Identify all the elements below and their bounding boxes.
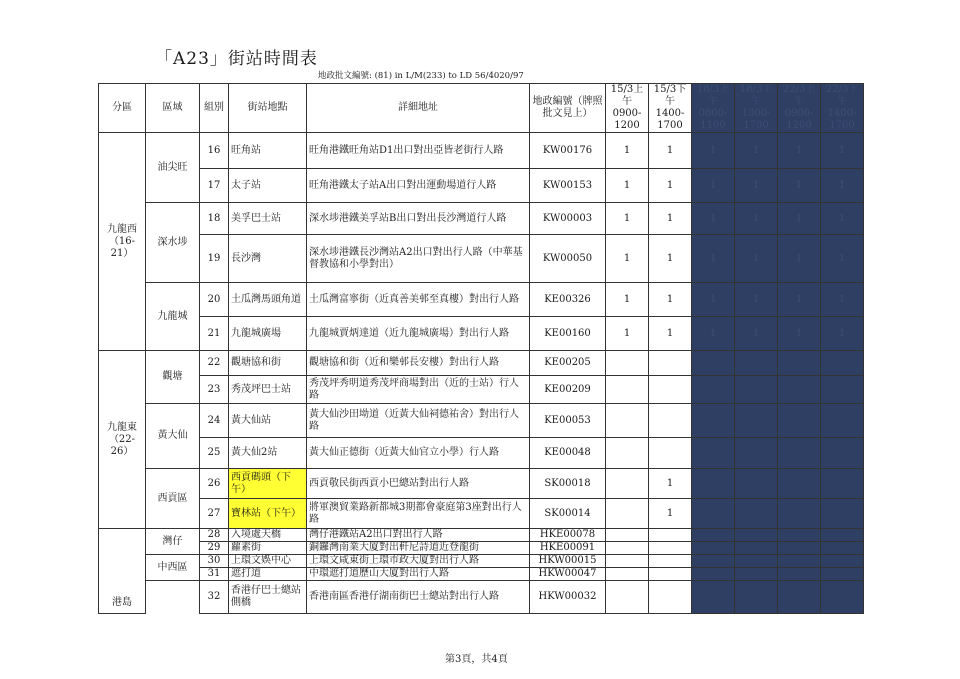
slot-count [606,376,649,404]
slot-count: 1 [692,203,735,235]
slot-count: 1 [649,499,692,529]
slot-count: 1 [778,203,821,235]
slot-count: 1 [778,235,821,283]
area-cell: 中西區 [146,555,200,581]
slot-count [778,404,821,438]
slot-count [649,568,692,581]
slot-count: 1 [606,169,649,203]
group-no: 29 [200,542,229,555]
slot-count [821,542,864,555]
slot-count [821,438,864,469]
slot-count: 1 [649,169,692,203]
slot-count [778,529,821,542]
slot-count: 1 [778,317,821,351]
slot-count [692,469,735,499]
slot-count: 1 [821,133,864,169]
slot-count [735,351,778,376]
station-address: 深水埗港鐵美孚站B出口對出長沙灣道行人路 [307,203,530,235]
area-cell: 深水埗 [146,203,200,283]
slot-count: 1 [649,469,692,499]
slot-count [821,529,864,542]
station-address: 九龍城賈炳達道（近九龍城廣場）對出行人路 [307,317,530,351]
slot-count: 1 [649,317,692,351]
station-address: 旺角港鐵旺角站D1出口對出亞皆老街行人路 [307,133,530,169]
land-code: HKW00015 [530,555,606,568]
header-slot-6: 22/3下午1400-1700 [821,84,864,133]
slot-count [692,568,735,581]
header-address: 詳細地址 [307,84,530,133]
slot-count: 1 [692,317,735,351]
slot-count [692,438,735,469]
slot-count: 1 [692,133,735,169]
station-location: 上環文娛中心 [229,555,307,568]
slot-count [735,581,778,614]
slot-count [692,581,735,614]
slot-count [735,404,778,438]
group-no: 21 [200,317,229,351]
slot-count: 1 [606,203,649,235]
slot-count: 1 [649,283,692,317]
slot-count [606,469,649,499]
header-land-code: 地政編號（牌照批文見上） [530,84,606,133]
area-cell: 油尖旺 [146,133,200,203]
slot-count [778,469,821,499]
header-location: 街站地點 [229,84,307,133]
slot-count: 1 [821,283,864,317]
slot-count [692,376,735,404]
slot-count [606,438,649,469]
slot-count [735,568,778,581]
table-header-row [99,84,864,133]
slot-count [692,499,735,529]
slot-count [735,542,778,555]
slot-count [821,376,864,404]
header-slot-1: 15/3上午0900-1200 [606,84,649,133]
slot-count [778,555,821,568]
slot-count [606,351,649,376]
land-code: KE00205 [530,351,606,376]
slot-count [735,499,778,529]
slot-count [821,581,864,614]
slot-count: 1 [821,203,864,235]
area-cell: 黃大仙 [146,404,200,469]
group-no: 23 [200,376,229,404]
land-code: KE00209 [530,376,606,404]
area-cell-empty [146,581,200,614]
slot-count [735,555,778,568]
group-no: 30 [200,555,229,568]
slot-count [649,581,692,614]
slot-count: 1 [735,203,778,235]
table-row [99,542,864,555]
group-no: 17 [200,169,229,203]
page-number: 第3頁，共4頁 [445,654,508,665]
station-address: 上環文咸東街上環市政大廈對出行人路 [307,555,530,568]
slot-count [821,469,864,499]
header-area: 區域 [146,84,200,133]
land-code: HKE00091 [530,542,606,555]
group-no: 18 [200,203,229,235]
header-slot-3: 18/3上午0800-1100 [692,84,735,133]
slot-count: 1 [649,133,692,169]
table-row [99,235,864,283]
group-no: 25 [200,438,229,469]
slot-count: 1 [735,169,778,203]
land-code: KW00003 [530,203,606,235]
table-row [99,568,864,581]
slot-count [778,581,821,614]
page-title: 「A23」街站時間表 [155,49,318,69]
table-row [99,529,864,542]
land-code: KE00160 [530,317,606,351]
land-code: KW00050 [530,235,606,283]
slot-count [649,542,692,555]
slot-count [649,555,692,568]
group-no: 24 [200,404,229,438]
table-row [99,203,864,235]
group-no: 31 [200,568,229,581]
slot-count [606,555,649,568]
land-code: KE00053 [530,404,606,438]
station-address: 土瓜灣富寧街（近真善美邨至真樓）對出行人路 [307,283,530,317]
station-address: 將軍澳貿業路新都城3期都會豪庭第3座對出行人路 [307,499,530,529]
table-row [99,169,864,203]
slot-count [649,438,692,469]
land-code: HKE00078 [530,529,606,542]
slot-count [821,351,864,376]
table-row [99,555,864,568]
slot-count [606,581,649,614]
land-code: KW00176 [530,133,606,169]
station-location: 秀茂坪巴士站 [229,376,307,404]
station-location: 黃大仙2站 [229,438,307,469]
slot-count [735,438,778,469]
slot-count [778,499,821,529]
table-row [99,283,864,317]
station-address: 黃大仙沙田坳道（近黃大仙祠德祐舍）對出行人路 [307,404,530,438]
slot-count: 1 [649,203,692,235]
slot-count [606,568,649,581]
table-row [99,351,864,376]
group-no: 16 [200,133,229,169]
slot-count: 1 [821,317,864,351]
slot-count [735,469,778,499]
slot-count [692,555,735,568]
group-no: 19 [200,235,229,283]
station-location: 長沙灣 [229,235,307,283]
slot-count: 1 [606,317,649,351]
header-slot-2: 15/3下午1400-1700 [649,84,692,133]
land-code: KE00326 [530,283,606,317]
station-location: 土瓜灣馬頭角道 [229,283,307,317]
district-cell: 港島 [99,529,146,614]
table-row [99,438,864,469]
station-address: 深水埗港鐵長沙灣站A2出口對出行人路（中華基督教協和小學對出） [307,235,530,283]
area-cell: 灣仔 [146,529,200,555]
slot-count: 1 [778,133,821,169]
area-cell: 觀塘 [146,351,200,404]
slot-count: 1 [821,235,864,283]
slot-count [735,529,778,542]
station-address: 觀塘協和街（近和樂邨長安樓）對出行人路 [307,351,530,376]
street-station-schedule-table [98,83,864,614]
land-code: HKW00032 [530,581,606,614]
slot-count [649,351,692,376]
station-location: 香港仔巴士總站側橋 [229,581,307,614]
slot-count: 1 [735,133,778,169]
group-no: 22 [200,351,229,376]
slot-count: 1 [606,133,649,169]
slot-count: 1 [735,235,778,283]
table-row [99,317,864,351]
slot-count: 1 [735,317,778,351]
station-address: 香港南區香港仔湖南街巴士總站對出行人路 [307,581,530,614]
group-no: 32 [200,581,229,614]
group-no: 20 [200,283,229,317]
slot-count [606,529,649,542]
table-row [99,499,864,529]
slot-count [692,404,735,438]
table-row [99,376,864,404]
slot-count [649,376,692,404]
slot-count [778,376,821,404]
slot-count [735,376,778,404]
slot-count [606,404,649,438]
district-cell: 九龍西（16-21） [99,133,146,351]
slot-count [649,529,692,542]
station-address: 中環遮打道歷山大廈對出行人路 [307,568,530,581]
slot-count [821,555,864,568]
area-cell: 西貢區 [146,469,200,529]
header-slot-4: 18/3下午1300-1700 [735,84,778,133]
station-location: 遮打道 [229,568,307,581]
table-row [99,581,864,614]
area-cell: 九龍城 [146,283,200,351]
table-row [99,133,864,169]
slot-count [821,499,864,529]
slot-count: 1 [778,283,821,317]
slot-count [692,351,735,376]
header-group: 組別 [200,84,229,133]
station-location: 九龍城廣場 [229,317,307,351]
station-address: 旺角港鐵太子站A出口對出運動場道行人路 [307,169,530,203]
land-code: SK00014 [530,499,606,529]
land-code: KE00048 [530,438,606,469]
station-location: 觀塘協和街 [229,351,307,376]
slot-count: 1 [606,235,649,283]
slot-count [778,438,821,469]
station-location-highlighted: 寶林站（下午） [229,499,307,529]
land-code: HKW00047 [530,568,606,581]
slot-count: 1 [692,283,735,317]
table-row [99,469,864,499]
land-approval-reference: 地政批文編號: (81) in L/M(233) to LD 56/4020/97 [318,71,524,81]
slot-count [778,351,821,376]
header-district: 分區 [99,84,146,133]
slot-count: 1 [649,235,692,283]
slot-count: 1 [778,169,821,203]
station-location: 入境處天橋 [229,529,307,542]
station-location: 旺角站 [229,133,307,169]
slot-count [649,404,692,438]
slot-count [778,568,821,581]
group-no: 26 [200,469,229,499]
slot-count [606,542,649,555]
slot-count [692,542,735,555]
station-location: 蘿素街 [229,542,307,555]
slot-count: 1 [821,169,864,203]
slot-count: 1 [606,283,649,317]
land-code: SK00018 [530,469,606,499]
station-address: 黃大仙正德街（近黃大仙官立小學）行人路 [307,438,530,469]
slot-count: 1 [735,283,778,317]
table-row [99,404,864,438]
slot-count [606,499,649,529]
slot-count: 1 [692,169,735,203]
station-location: 黃大仙站 [229,404,307,438]
slot-count [778,542,821,555]
station-address: 秀茂坪秀明道秀茂坪商場對出（近的士站）行人路 [307,376,530,404]
slot-count: 1 [692,235,735,283]
station-location: 美孚巴士站 [229,203,307,235]
slot-count [821,568,864,581]
group-no: 27 [200,499,229,529]
land-code: KW00153 [530,169,606,203]
slot-count [821,404,864,438]
group-no: 28 [200,529,229,542]
station-address: 西貢敬民街西貢小巴總站對出行人路 [307,469,530,499]
station-location-highlighted: 西貢碼頭（下午） [229,469,307,499]
slot-count [692,529,735,542]
station-location: 太子站 [229,169,307,203]
header-slot-5: 22/3上午0900-1200 [778,84,821,133]
station-address: 灣仔港鐵站A2出口對出行人路 [307,529,530,542]
district-cell: 九龍東（22-26） [99,351,146,529]
station-address: 銅鑼灣南業大廈對出軒尼詩道近登龍街 [307,542,530,555]
